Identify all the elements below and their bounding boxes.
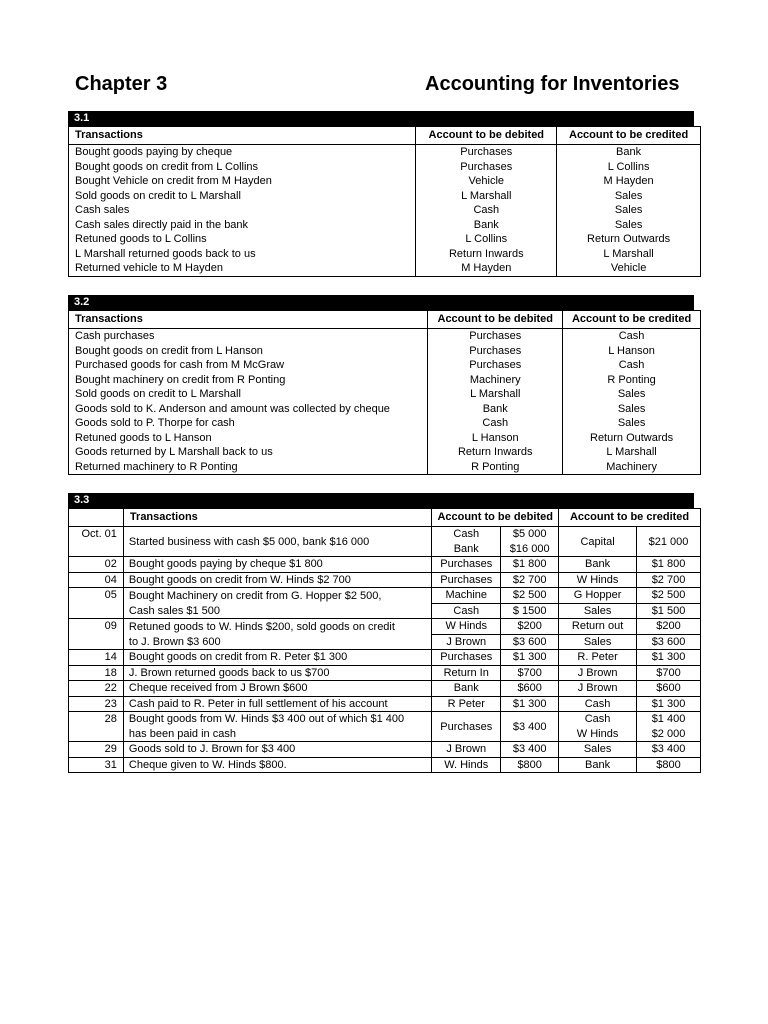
credit-amount: $600 <box>637 681 701 697</box>
row-description: Goods sold to K. Anderson and amount was collected by cheque <box>69 402 428 417</box>
debit-amount: $200 <box>501 619 559 635</box>
credit-account: L Marshall <box>557 247 701 262</box>
credit-amount: $3 400 <box>637 742 701 758</box>
credit-account: J Brown <box>559 681 637 697</box>
row-description: Bought Machinery on credit from G. Hopper $2 500, <box>123 588 431 604</box>
credit-amount: $800 <box>637 757 701 773</box>
credit-account: Bank <box>559 557 637 573</box>
table-row <box>69 358 701 373</box>
debit-account: Return In <box>432 665 501 681</box>
table-row <box>69 619 701 635</box>
debit-amount: $16 000 <box>501 542 559 557</box>
col-header-debited: Account to be debited <box>416 127 557 145</box>
col-header-transactions: Transactions <box>123 509 431 527</box>
debit-account: Purchases <box>432 650 501 666</box>
row-description: Purchased goods for cash from M McGraw <box>69 358 428 373</box>
debit-account: Purchases <box>428 358 563 373</box>
debit-account: L Hanson <box>428 431 563 446</box>
row-date: 02 <box>69 557 124 573</box>
credit-account: Sales <box>557 218 701 233</box>
row-description: Cash paid to R. Peter in full settlement of his account <box>123 696 431 712</box>
row-date: 29 <box>69 742 124 758</box>
credit-account: M Hayden <box>557 174 701 189</box>
debit-amount: $1 300 <box>501 650 559 666</box>
credit-account: J Brown <box>559 665 637 681</box>
table-row <box>69 650 701 666</box>
debit-amount: $800 <box>501 757 559 773</box>
row-description: Sold goods on credit to L Marshall <box>69 189 416 204</box>
debit-account: W Hinds <box>432 619 501 635</box>
credit-account: Return Outwards <box>557 232 701 247</box>
row-description: Returned machinery to R Ponting <box>69 460 428 475</box>
table-row <box>69 431 701 446</box>
credit-amount: $1 800 <box>637 557 701 573</box>
credit-account: Cash <box>563 358 701 373</box>
row-description: Cheque given to W. Hinds $800. <box>123 757 431 773</box>
debit-account: Purchases <box>428 329 563 344</box>
debit-amount: $5 000 <box>501 527 559 542</box>
section-3-3 <box>68 493 701 773</box>
col-header-transactions: Transactions <box>69 311 428 329</box>
row-date: 18 <box>69 665 124 681</box>
chapter-label: Chapter 3 <box>75 73 168 95</box>
credit-account: Bank <box>559 757 637 773</box>
table-row <box>69 261 701 276</box>
row-description: Goods returned by L Marshall back to us <box>69 445 428 460</box>
debit-account: Bank <box>428 402 563 417</box>
credit-account: Sales <box>559 603 637 619</box>
row-description: Retuned goods to L Collins <box>69 232 416 247</box>
table-row <box>69 757 701 773</box>
table-row <box>69 681 701 697</box>
row-description: Goods sold to P. Thorpe for cash <box>69 416 428 431</box>
table-body <box>69 145 701 277</box>
debit-account: L Collins <box>416 232 557 247</box>
col-header-date <box>69 509 124 527</box>
debit-account: W. Hinds <box>432 757 501 773</box>
debit-amount: $3 400 <box>501 712 559 742</box>
credit-amount: $200 <box>637 619 701 635</box>
credit-account: L Hanson <box>563 344 701 359</box>
debit-amount: $3 400 <box>501 742 559 758</box>
debit-account: J Brown <box>432 634 501 650</box>
credit-account: Cash <box>559 696 637 712</box>
row-description: Bought Vehicle on credit from M Hayden <box>69 174 416 189</box>
table-row <box>69 742 701 758</box>
table-row <box>69 634 701 650</box>
debit-account: Purchases <box>416 160 557 175</box>
debit-account: R Peter <box>432 696 501 712</box>
debit-amount: $1 800 <box>501 557 559 573</box>
credit-account: Cash <box>559 712 637 727</box>
credit-account: Bank <box>557 145 701 160</box>
debit-account: Bank <box>416 218 557 233</box>
debit-account: L Marshall <box>428 387 563 402</box>
debit-amount: $600 <box>501 681 559 697</box>
credit-account: W Hinds <box>559 727 637 742</box>
credit-amount: $1 300 <box>637 650 701 666</box>
col-header-debited: Account to be debited <box>428 311 563 329</box>
row-description: L Marshall returned goods back to us <box>69 247 416 262</box>
credit-amount: $2 700 <box>637 572 701 588</box>
table-row <box>69 387 701 402</box>
table-row <box>69 416 701 431</box>
debit-account: Cash <box>432 603 501 619</box>
row-date: Oct. 01 <box>69 527 124 557</box>
debit-account: Return Inwards <box>428 445 563 460</box>
debit-account: R Ponting <box>428 460 563 475</box>
credit-amount: $1 500 <box>637 603 701 619</box>
credit-account: Sales <box>563 402 701 417</box>
col-header-credited: Account to be credited <box>559 509 701 527</box>
col-header-transactions: Transactions <box>69 127 416 145</box>
debit-account: Cash <box>432 527 501 542</box>
row-description: Bought goods paying by cheque <box>69 145 416 160</box>
table-row <box>69 344 701 359</box>
section-label: 3.1 <box>68 111 694 126</box>
row-description: Bought goods paying by cheque $1 800 <box>123 557 431 573</box>
row-date: 14 <box>69 650 124 666</box>
debit-amount: $700 <box>501 665 559 681</box>
section-label: 3.3 <box>68 493 694 508</box>
credit-account: L Collins <box>557 160 701 175</box>
table-row <box>69 603 701 619</box>
table-row <box>69 712 701 727</box>
credit-account: L Marshall <box>563 445 701 460</box>
credit-account: Return out <box>559 619 637 635</box>
row-description: Bought goods on credit from W. Hinds $2 700 <box>123 572 431 588</box>
row-description: Bought goods on credit from L Hanson <box>69 344 428 359</box>
debit-account: Bank <box>432 542 501 557</box>
row-description: Cash sales directly paid in the bank <box>69 218 416 233</box>
row-description: Cash sales $1 500 <box>123 603 431 619</box>
table-3-2 <box>68 310 701 475</box>
table-row <box>69 588 701 604</box>
credit-account: Vehicle <box>557 261 701 276</box>
debit-account: J Brown <box>432 742 501 758</box>
table-3-1 <box>68 126 701 277</box>
row-date: 23 <box>69 696 124 712</box>
debit-amount: $2 700 <box>501 572 559 588</box>
row-description: Sold goods on credit to L Marshall <box>69 387 428 402</box>
debit-account: Purchases <box>432 712 501 742</box>
credit-account: R Ponting <box>563 373 701 388</box>
row-description: to J. Brown $3 600 <box>123 634 431 650</box>
debit-account: Purchases <box>428 344 563 359</box>
table-row <box>69 218 701 233</box>
section-3-2 <box>68 295 701 475</box>
debit-amount: $3 600 <box>501 634 559 650</box>
section-3-1 <box>68 111 701 277</box>
credit-account: Sales <box>563 416 701 431</box>
row-description: Cheque received from J Brown $600 <box>123 681 431 697</box>
table-row <box>69 145 701 160</box>
debit-account: Bank <box>432 681 501 697</box>
debit-amount: $1 300 <box>501 696 559 712</box>
credit-amount: $3 600 <box>637 634 701 650</box>
debit-account: L Marshall <box>416 189 557 204</box>
table-row <box>69 402 701 417</box>
credit-account: G Hopper <box>559 588 637 604</box>
row-description: Goods sold to J. Brown for $3 400 <box>123 742 431 758</box>
table-row <box>69 232 701 247</box>
credit-amount: $21 000 <box>637 527 701 557</box>
debit-account: Purchases <box>416 145 557 160</box>
table-row <box>69 247 701 262</box>
row-date: 22 <box>69 681 124 697</box>
table-row <box>69 189 701 204</box>
table-row <box>69 373 701 388</box>
debit-amount: $ 1500 <box>501 603 559 619</box>
debit-account: M Hayden <box>416 261 557 276</box>
table-row <box>69 572 701 588</box>
table-row <box>69 174 701 189</box>
row-description: Cash purchases <box>69 329 428 344</box>
row-date: 31 <box>69 757 124 773</box>
table-row <box>69 445 701 460</box>
credit-account: Capital <box>559 527 637 557</box>
table-body <box>69 329 701 475</box>
debit-account: Return Inwards <box>416 247 557 262</box>
credit-account: R. Peter <box>559 650 637 666</box>
row-description: Bought goods on credit from L Collins <box>69 160 416 175</box>
debit-account: Machinery <box>428 373 563 388</box>
debit-account: Vehicle <box>416 174 557 189</box>
table-row <box>69 665 701 681</box>
row-date: 28 <box>69 712 124 742</box>
debit-account: Purchases <box>432 572 501 588</box>
row-description: Cash sales <box>69 203 416 218</box>
row-description: J. Brown returned goods back to us $700 <box>123 665 431 681</box>
page-header <box>75 70 683 98</box>
col-header-credited: Account to be credited <box>563 311 701 329</box>
row-description: Bought goods on credit from R. Peter $1 300 <box>123 650 431 666</box>
debit-account: Machine <box>432 588 501 604</box>
table-row <box>69 160 701 175</box>
row-description: Returned vehicle to M Hayden <box>69 261 416 276</box>
credit-amount: $700 <box>637 665 701 681</box>
credit-account: Machinery <box>563 460 701 475</box>
col-header-credited: Account to be credited <box>557 127 701 145</box>
table-row <box>69 329 701 344</box>
debit-account: Cash <box>428 416 563 431</box>
table-row <box>69 727 701 742</box>
table-row <box>69 460 701 475</box>
row-description: Started business with cash $5 000, bank $16 000 <box>123 527 431 557</box>
credit-amount: $1 400 <box>637 712 701 727</box>
table-row <box>69 203 701 218</box>
row-description: Bought machinery on credit from R Ponting <box>69 373 428 388</box>
debit-account: Purchases <box>432 557 501 573</box>
row-description: Retuned goods to W. Hinds $200, sold goods on credit <box>123 619 431 635</box>
debit-amount: $2 500 <box>501 588 559 604</box>
credit-account: Sales <box>563 387 701 402</box>
credit-account: W Hinds <box>559 572 637 588</box>
col-header-debited: Account to be debited <box>432 509 559 527</box>
credit-account: Sales <box>559 742 637 758</box>
credit-amount: $1 300 <box>637 696 701 712</box>
section-label: 3.2 <box>68 295 694 310</box>
row-date: 04 <box>69 572 124 588</box>
table-3-3 <box>68 508 701 773</box>
credit-amount: $2 000 <box>637 727 701 742</box>
chapter-title: Accounting for Inventories <box>425 73 680 95</box>
credit-account: Sales <box>559 634 637 650</box>
credit-account: Sales <box>557 203 701 218</box>
credit-account: Return Outwards <box>563 431 701 446</box>
row-description: Retuned goods to L Hanson <box>69 431 428 446</box>
credit-account: Cash <box>563 329 701 344</box>
row-date: 09 <box>69 619 124 650</box>
table-row <box>69 527 701 542</box>
table-row <box>69 557 701 573</box>
credit-amount: $2 500 <box>637 588 701 604</box>
row-date: 05 <box>69 588 124 619</box>
table-row <box>69 696 701 712</box>
credit-account: Sales <box>557 189 701 204</box>
row-description: has been paid in cash <box>123 727 431 742</box>
row-description: Bought goods from W. Hinds $3 400 out of which $1 400 <box>123 712 431 727</box>
debit-account: Cash <box>416 203 557 218</box>
